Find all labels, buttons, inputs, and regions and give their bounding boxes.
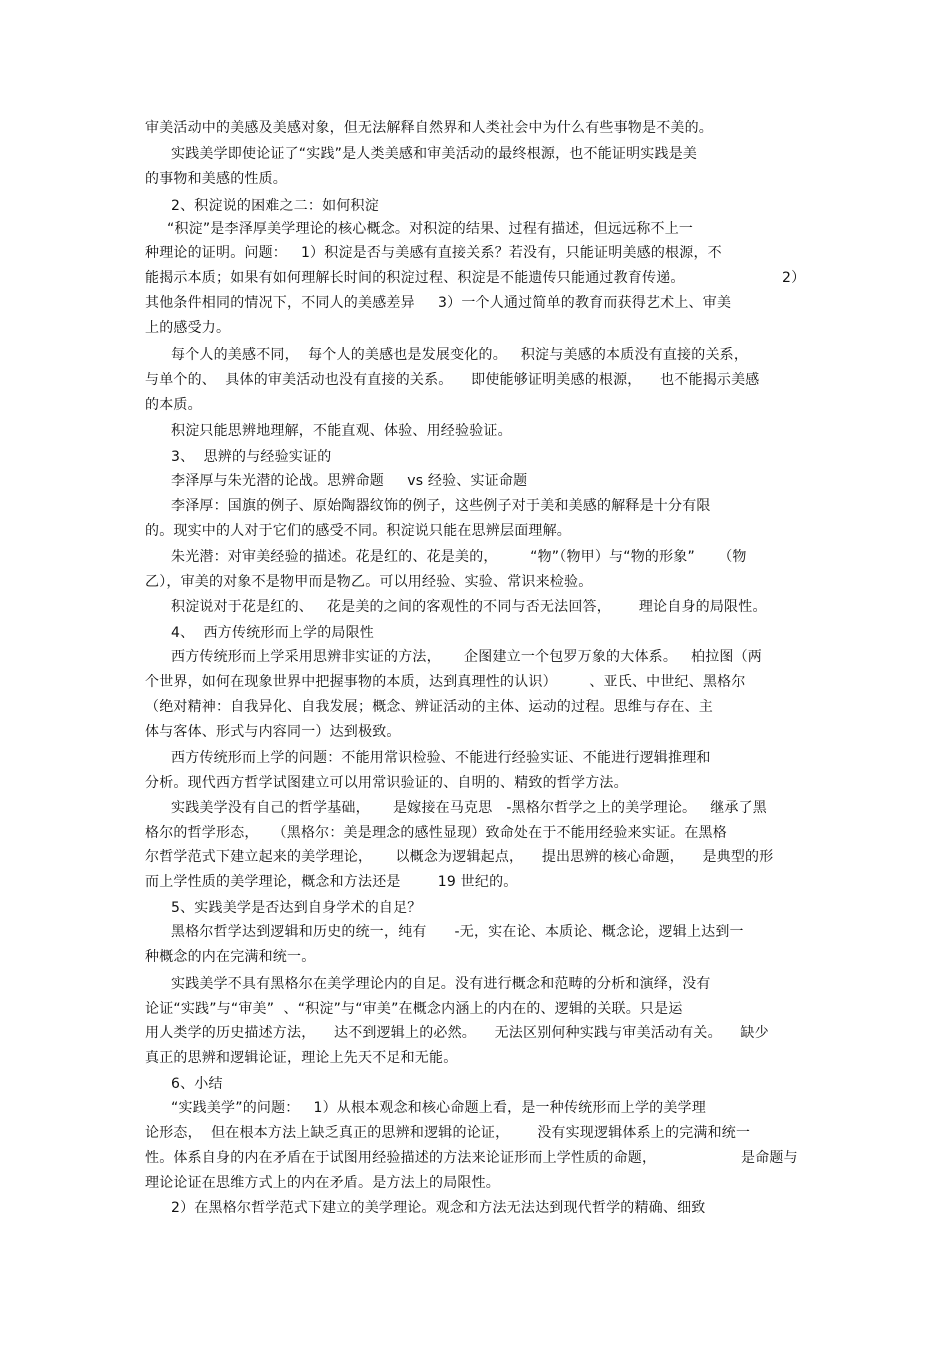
- text-line: 黑格尔哲学达到逻辑和历史的统一，纯有 -无，实在论、本质论、概念论，逻辑上达到一: [171, 924, 744, 940]
- section-heading: 6、小结: [171, 1076, 223, 1092]
- text-line: 分析。现代西方哲学试图建立可以用常识验证的、自明的、精致的哲学方法。: [145, 775, 628, 791]
- section-heading: 2、积淀说的困难之二：如何积淀: [171, 198, 379, 214]
- text-line: 尔哲学范式下建立起来的美学理论， 以概念为逻辑起点， 提出思辨的核心命题， 是典型的形: [145, 849, 774, 865]
- section-heading: 5、实践美学是否达到自身学术的自足？: [171, 900, 422, 916]
- text-line: “实践美学”的问题： 1）从根本观念和核心命题上看，是一种传统形而上学的美学理: [171, 1100, 706, 1116]
- text-line: 的。现实中的人对于它们的感受不同。积淀说只能在思辨层面理解。: [145, 523, 571, 539]
- text-line: 种理论的证明。问题： 1）积淀是否与美感有直接关系？若没有，只能证明美感的根源，不: [145, 245, 722, 261]
- text-line: 2）在黑格尔哲学范式下建立的美学理论。观念和方法无法达到现代哲学的精确、细致: [171, 1200, 706, 1216]
- text-line: 用人类学的历史描述方法， 达不到逻辑上的必然。 无法区别何种实践与审美活动有关。 缺少: [145, 1025, 769, 1041]
- text-line: 与单个的、 具体的审美活动也没有直接的关系。 即使能够证明美感的根源， 也不能揭示美感: [145, 372, 760, 388]
- text-line: 审美活动中的美感及美感对象，但无法解释自然界和人类社会中为什么有些事物是不美的。: [145, 120, 713, 136]
- text-line: 西方传统形而上学采用思辨非实证的方法， 企图建立一个包罗万象的大体系。 柏拉图（两: [171, 649, 762, 665]
- text-line: （绝对精神：自我异化、自我发展；概念、辨证活动的主体、运动的过程。思维与存在、主: [145, 699, 713, 715]
- text-line: 朱光潜：对审美经验的描述。花是红的、花是美的， “物”（物甲）与“物的形象” （物: [171, 549, 747, 565]
- text-line: 理论论证在思维方式上的内在矛盾。是方法上的局限性。: [145, 1175, 500, 1191]
- text-line: 论形态， 但在根本方法上缺乏真正的思辨和逻辑的论证， 没有实现逻辑体系上的完满和统一: [145, 1125, 751, 1141]
- text-line: 能揭示本质；如果有如何理解长时间的积淀过程、积淀是不能遗传只能通过教育传递。: [145, 270, 685, 286]
- section-heading: 3、 思辨的与经验实证的: [171, 449, 332, 465]
- text-line: “积淀”是李泽厚美学理论的核心概念。对积淀的结果、过程有描述，但远远称不上一: [167, 221, 694, 237]
- text-line: 论证“实践”与“审美” 、“积淀”与“审美”在概念内涵上的内在的、逻辑的关联。只是运: [145, 1001, 683, 1017]
- text-line: 实践美学即使论证了“实践”是人类美感和审美活动的最终根源，也不能证明实践是美: [171, 146, 698, 162]
- text-line: 体与客体、形式与内容同一）达到极致。: [145, 724, 401, 740]
- text-line: 积淀只能思辨地理解，不能直观、体验、用经验验证。: [171, 423, 512, 439]
- text-line: 种概念的内在完满和统一。: [145, 949, 316, 965]
- text-line: 的本质。: [145, 397, 202, 413]
- text-line: 西方传统形而上学的问题：不能用常识检验、不能进行经验实证、不能进行逻辑推理和: [171, 750, 711, 766]
- text-line: 格尔的哲学形态， （黑格尔：美是理念的感性显现）致命处在于不能用经验来实证。在黑格: [145, 825, 727, 841]
- text-line: 李泽厚与朱光潜的论战。思辨命题 vs 经验、实证命题: [171, 473, 528, 489]
- text-line: 上的感受力。: [145, 320, 231, 336]
- text-line: 实践美学没有自己的哲学基础， 是嫁接在马克思 -黑格尔哲学之上的美学理论。 继承了黑: [171, 800, 768, 816]
- section-heading: 4、 西方传统形而上学的局限性: [171, 625, 375, 641]
- text-line: 李泽厚：国旗的例子、原始陶器纹饰的例子，这些例子对于美和美感的解释是十分有限: [171, 498, 711, 514]
- text-line: 真正的思辨和逻辑论证，理论上先天不足和无能。: [145, 1050, 458, 1066]
- text-line: 性。体系自身的内在矛盾在于试图用经验描述的方法来论证形而上学性质的命题，: [145, 1150, 657, 1166]
- text-line: 积淀说对于花是红的、 花是美的之间的客观性的不同与否无法回答， 理论自身的局限性。: [171, 599, 767, 615]
- text-line: 其他条件相同的情况下，不同人的美感差异 3）一个人通过简单的教育而获得艺术上、审美: [145, 295, 732, 311]
- text-line: 是命题与: [741, 1150, 798, 1166]
- text-line: 乙），审美的对象不是物甲而是物乙。可以用经验、实验、常识来检验。: [145, 574, 593, 590]
- text-line: 2）: [782, 270, 806, 286]
- text-line: 每个人的美感不同， 每个人的美感也是发展变化的。 积淀与美感的本质没有直接的关系，: [171, 347, 749, 363]
- text-line: 的事物和美感的性质。: [145, 171, 287, 187]
- text-line: 实践美学不具有黑格尔在美学理论内的自足。没有进行概念和范畴的分析和演绎，没有: [171, 976, 711, 992]
- text-line: 而上学性质的美学理论，概念和方法还是 19 世纪的。: [145, 874, 518, 890]
- text-line: 个世界，如何在现象世界中把握事物的本质，达到真理性的认识） 、亚氏、中世纪、黑格尔: [145, 674, 746, 690]
